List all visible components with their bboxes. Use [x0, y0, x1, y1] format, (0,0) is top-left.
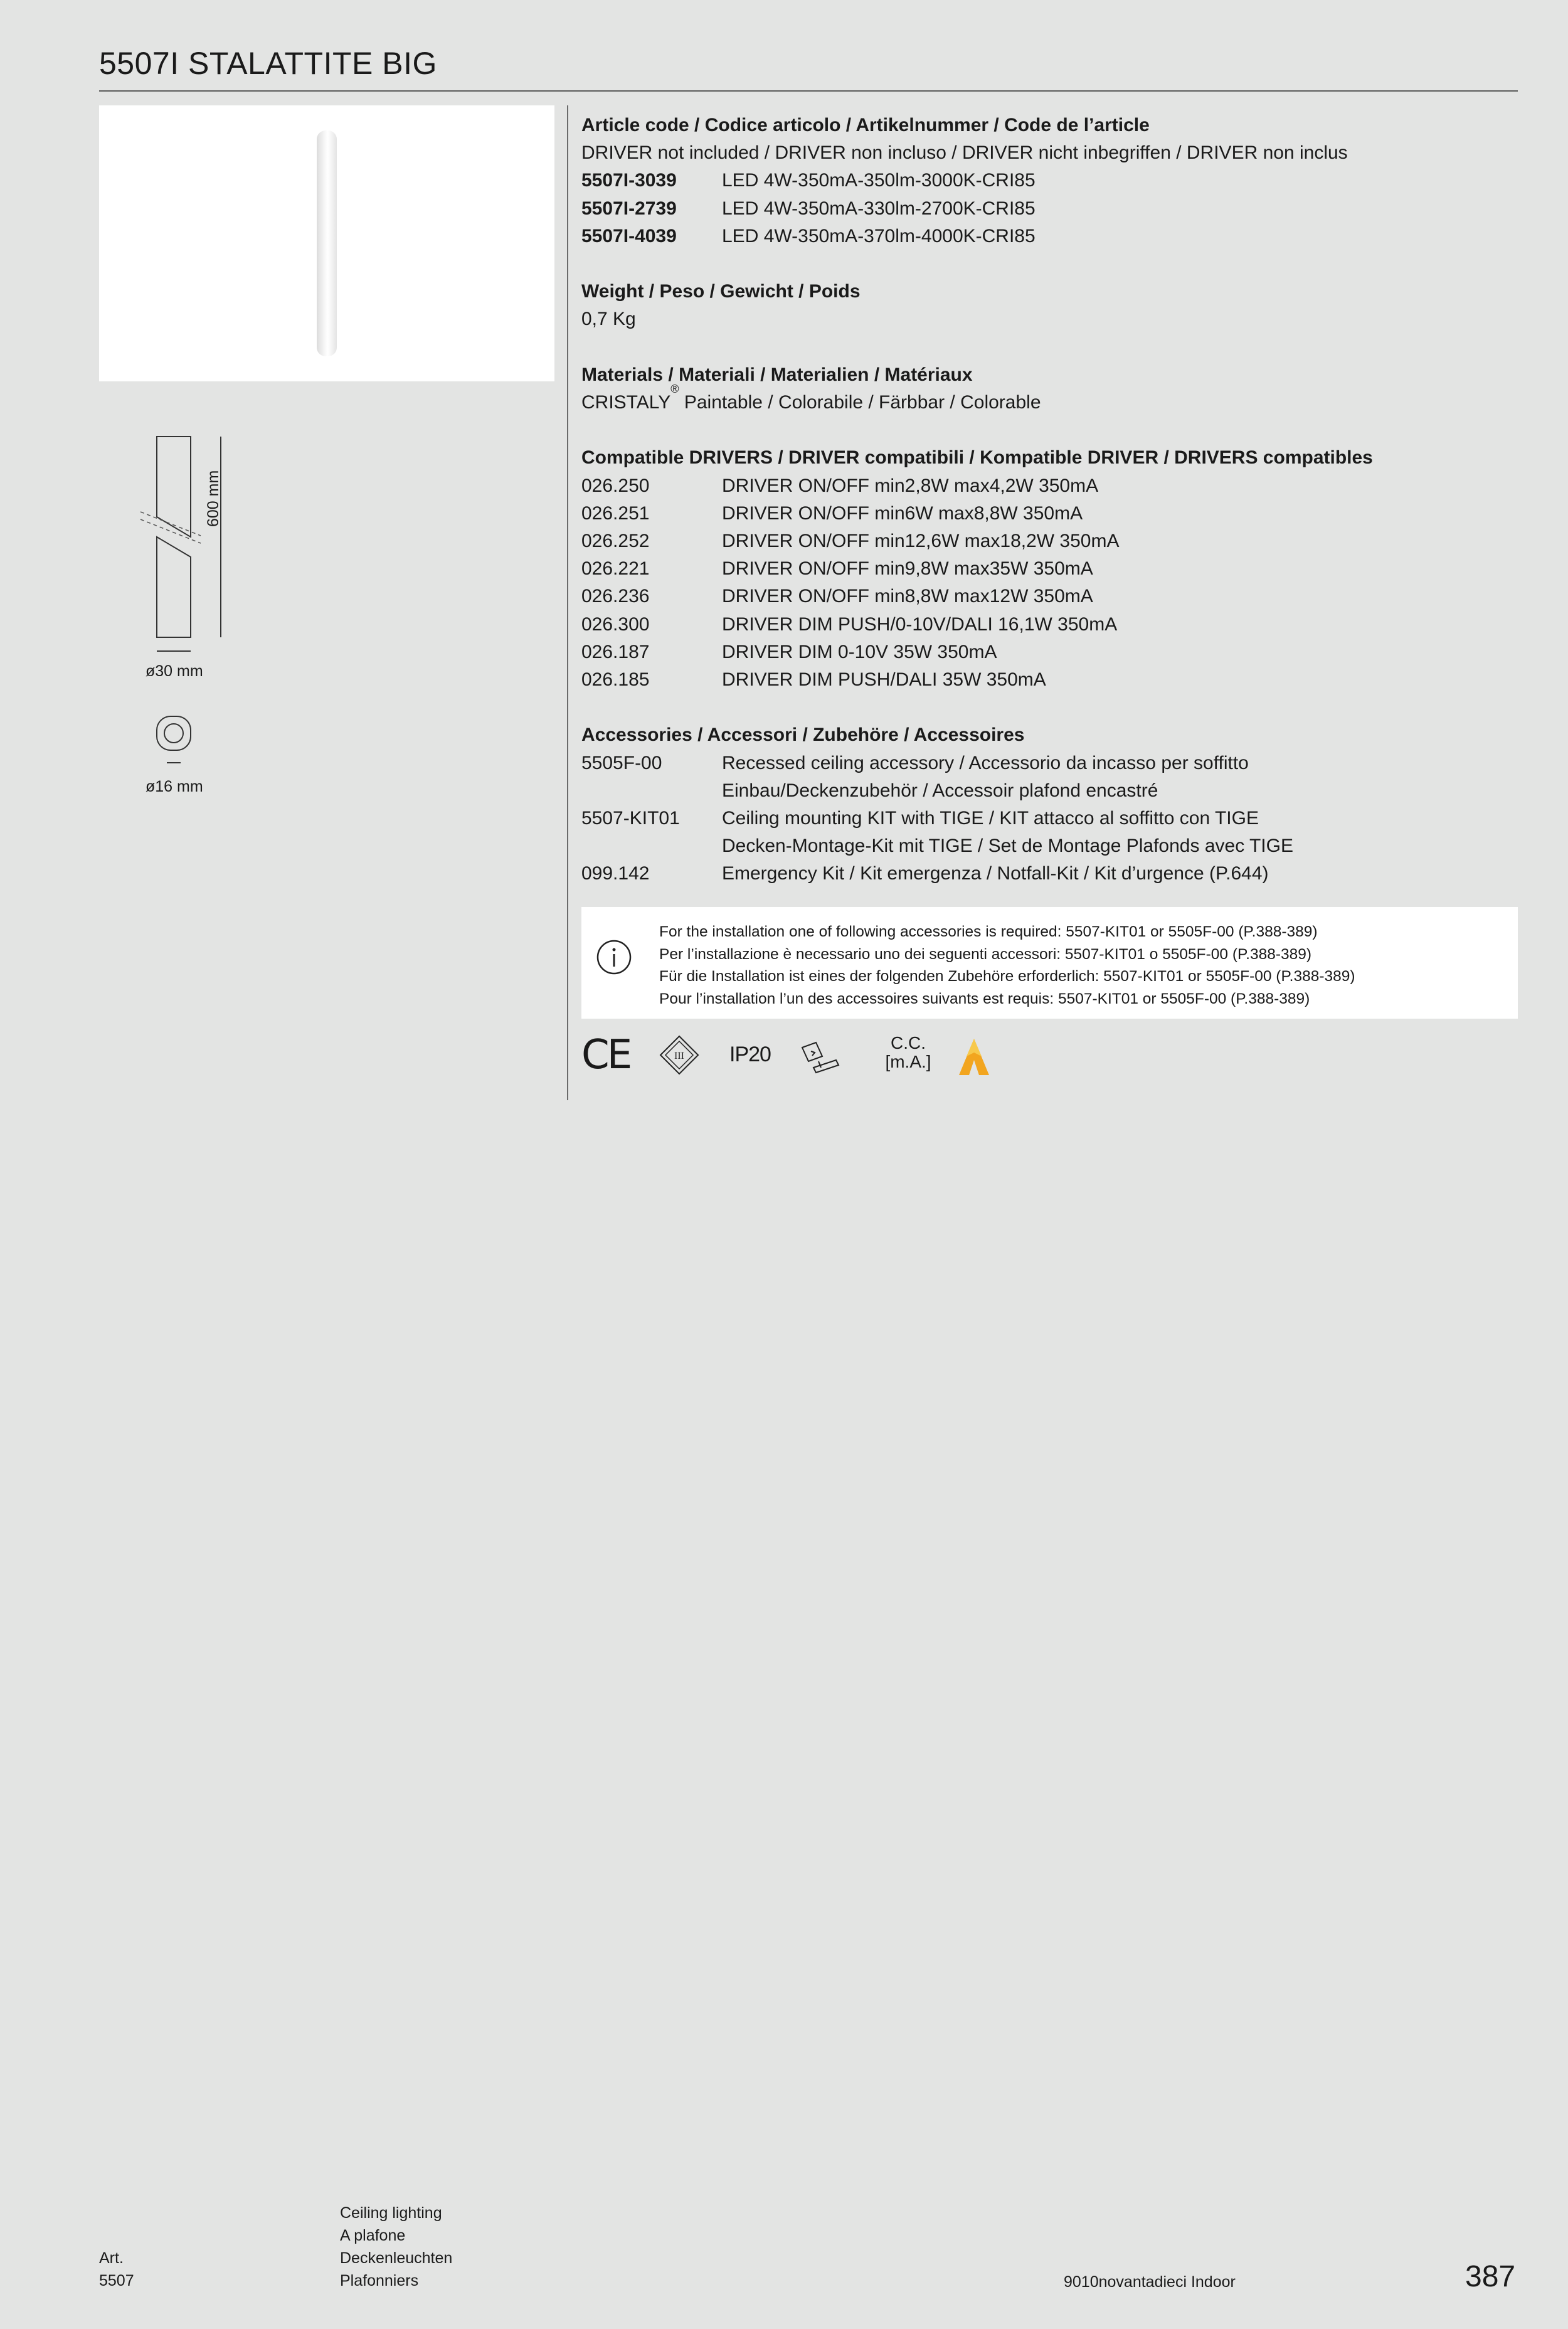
accessory-code: 099.142	[581, 863, 650, 884]
driver-note: DRIVER not included / DRIVER non incluso / DRIVER nicht inbegriffen / DRIVER non inclus	[581, 142, 1348, 164]
driver-desc: DRIVER ON/OFF min8,8W max12W 350mA	[722, 586, 1093, 607]
accessory-row	[581, 860, 1516, 888]
article-code: 5507I-2739	[581, 198, 677, 219]
driver-desc: DRIVER DIM PUSH/0-10V/DALI 16,1W 350mA	[722, 613, 1118, 635]
driver-desc: DRIVER ON/OFF min9,8W max35W 350mA	[722, 558, 1093, 580]
product-photo	[99, 105, 554, 381]
installation-info-box	[581, 907, 1518, 1019]
accessory-desc: Decken-Montage-Kit mit TIGE / Set de Montage Plafonds avec TIGE	[722, 836, 1293, 857]
driver-code: 026.187	[581, 641, 650, 662]
accessory-row-cont	[581, 832, 1516, 860]
driver-row	[581, 472, 1516, 500]
driver-code: 026.252	[581, 531, 650, 551]
driver-row	[581, 528, 1516, 555]
info-line-fr: Pour l’installation l’un des accessoires suivants est requis: 5507-KIT01 or 5505F-00 (P.388-389)	[659, 990, 1310, 1007]
cc-line2: [m.A.]	[885, 1052, 931, 1071]
diameter-dimension-label: ø30 mm	[146, 662, 203, 680]
article-code: 5507I-3039	[581, 170, 677, 191]
driver-code: 026.185	[581, 669, 650, 691]
article-desc: LED 4W-350mA-370lm-4000K-CRI85	[722, 225, 1036, 247]
height-dimension-label: 600 mm	[204, 470, 222, 527]
title-rule	[99, 90, 1518, 92]
driver-desc: DRIVER ON/OFF min2,8W max4,2W 350mA	[722, 475, 1099, 496]
driver-row	[581, 639, 1516, 666]
driver-desc: DRIVER DIM PUSH/DALI 35W 350mA	[722, 669, 1046, 691]
cc-ma-icon	[874, 1034, 943, 1071]
accessory-row-cont	[581, 777, 1516, 805]
materials-value	[581, 383, 1516, 416]
info-line-en: For the installation one of following accessories is required: 5507-KIT01 or 5505F-00 (P.388-389)	[659, 923, 1318, 940]
drivers-heading: Compatible DRIVERS / DRIVER compatibili / Kompatible DRIVER / DRIVERS compatibles	[581, 447, 1373, 469]
driver-desc: DRIVER ON/OFF min12,6W max18,2W 350mA	[722, 531, 1120, 551]
driver-row	[581, 666, 1516, 694]
info-line-it: Per l’installazione è necessario uno dei seguenti accessori: 5507-KIT01 o 5505F-00 (P.388-389)	[659, 945, 1312, 963]
article-row	[581, 167, 1516, 194]
driver-row	[581, 500, 1516, 528]
certification-icons	[581, 1031, 1020, 1081]
accessory-code: 5505F-00	[581, 752, 662, 773]
accessory-row	[581, 750, 1516, 777]
energy-flame-icon	[956, 1037, 992, 1076]
accessories-heading: Accessories / Accessori / Zubehöre / Accessoires	[581, 724, 1025, 746]
accessory-desc: Emergency Kit / Kit emergenza / Notfall-Kit / Kit d’urgence (P.644)	[722, 863, 1269, 884]
footer-art-number: 5507	[99, 2272, 134, 2289]
driver-desc: DRIVER ON/OFF min6W max8,8W 350mA	[722, 502, 1083, 524]
weight-value: 0,7 Kg	[581, 309, 636, 330]
accessory-desc: Recessed ceiling accessory / Accessorio da incasso per soffitto	[722, 752, 1249, 773]
class-iii-icon	[659, 1035, 699, 1075]
technical-drawing	[125, 427, 276, 815]
category-en: Ceiling lighting	[340, 2204, 442, 2222]
footer-brand: 9010novantadieci Indoor	[1064, 2273, 1236, 2291]
registered-mark: ®	[670, 383, 679, 395]
spec-column	[581, 112, 1516, 888]
driver-desc: DRIVER DIM 0-10V 35W 350mA	[722, 641, 997, 662]
driver-code: 026.300	[581, 613, 650, 635]
category-fr: Plafonniers	[340, 2272, 419, 2289]
page-title: 5507I STALATTITE BIG	[99, 46, 437, 81]
cc-line1: C.C.	[891, 1033, 926, 1053]
article-desc: LED 4W-350mA-350lm-3000K-CRI85	[722, 170, 1036, 191]
driver-code: 026.251	[581, 502, 650, 524]
ce-mark-icon: CE	[581, 1032, 630, 1078]
info-line-de: Für die Installation ist eines der folgenden Zubehöre erforderlich: 5507-KIT01 or 5505F-00 (P.388-389)	[659, 968, 1355, 985]
driver-remote-icon	[800, 1039, 841, 1075]
driver-code: 026.236	[581, 586, 650, 607]
article-desc: LED 4W-350mA-330lm-2700K-CRI85	[722, 198, 1036, 219]
footer-category	[340, 2202, 452, 2292]
accessory-desc: Ceiling mounting KIT with TIGE / KIT attacco al soffitto con TIGE	[722, 808, 1259, 829]
materials-brand: CRISTALY	[581, 392, 671, 413]
driver-code: 026.250	[581, 475, 650, 496]
column-divider	[567, 105, 568, 1100]
article-code: 5507I-4039	[581, 225, 677, 247]
product-rod-image	[317, 130, 337, 356]
dimension-drawing-icon	[125, 427, 276, 815]
hole-dimension-label: ø16 mm	[146, 778, 203, 795]
article-row	[581, 195, 1516, 223]
accessory-desc: Einbau/Deckenzubehör / Accessoir plafond encastré	[722, 780, 1158, 801]
category-de: Deckenleuchten	[340, 2249, 453, 2267]
driver-row	[581, 611, 1516, 639]
footer-art-label: Art.	[99, 2249, 124, 2267]
driver-row	[581, 555, 1516, 583]
weight-heading: Weight / Peso / Gewicht / Poids	[581, 281, 861, 302]
materials-heading: Materials / Materiali / Materialien / Matériaux	[581, 364, 973, 385]
article-row	[581, 223, 1516, 250]
info-icon	[596, 940, 632, 975]
driver-code: 026.221	[581, 558, 650, 580]
driver-row	[581, 583, 1516, 610]
accessory-code: 5507-KIT01	[581, 808, 680, 829]
ip20-icon: IP20	[729, 1042, 771, 1066]
page-number: 387	[1465, 2260, 1516, 2293]
category-it: A plafone	[340, 2227, 406, 2244]
materials-text: Paintable / Colorabile / Färbbar / Colorable	[679, 392, 1041, 413]
accessory-row	[581, 805, 1516, 832]
article-heading: Article code / Codice articolo / Artikelnummer / Code de l’article	[581, 115, 1150, 135]
svg-text:III: III	[674, 1051, 684, 1061]
